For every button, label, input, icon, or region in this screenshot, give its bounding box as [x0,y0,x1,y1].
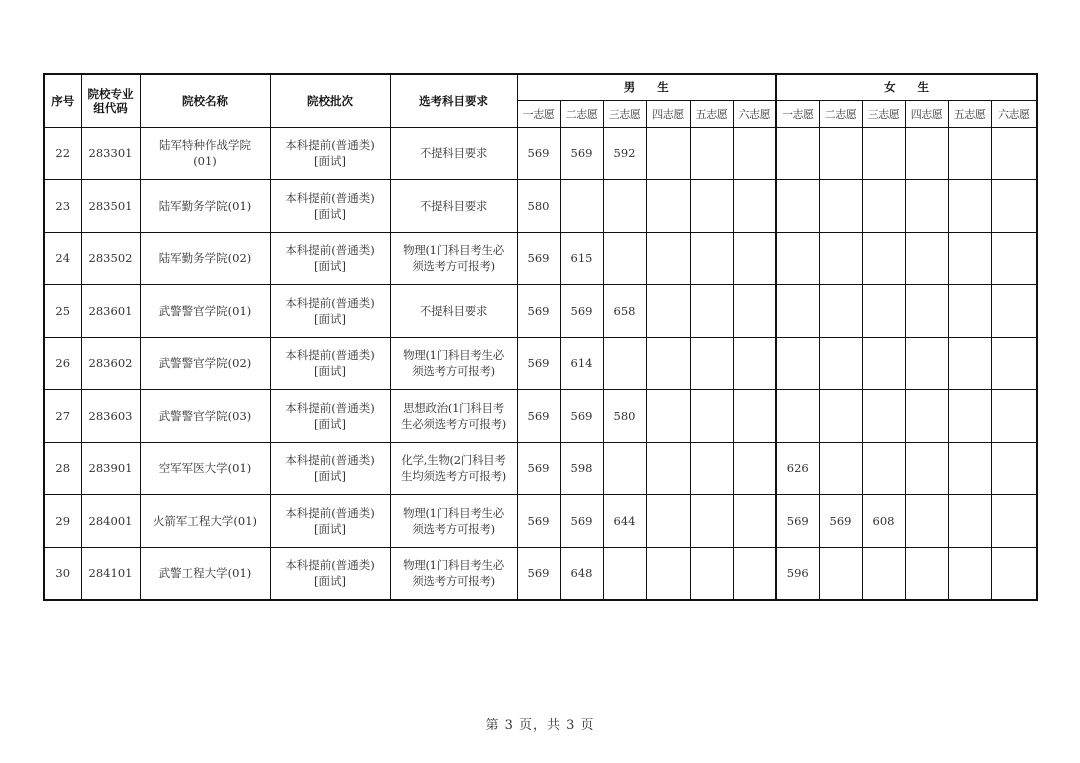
cell-batch-line-1: 本科提前(普通类) [285,453,375,468]
table-row [44,442,1037,495]
cell-seq-line-1: 23 [55,198,71,213]
header-female-choice-5: 五志愿 [948,100,991,127]
header-female [776,74,1037,100]
cell-female-choice-4-score [905,232,948,285]
cell-batch [270,547,390,600]
header-male [517,74,776,100]
cell-subject-req-line-2: 须选考方可报考) [412,574,495,588]
cell-female-choice-2-score [819,390,862,443]
cell-male-choice-2-score: 648 [560,547,603,600]
cell-female-choice-3-score [862,285,905,338]
cell-male-choice-5-score [690,127,733,180]
cell-female-choice-3-score [862,442,905,495]
cell-male-choice-3-score [603,442,646,495]
cell-subject-req [390,337,517,390]
header-female-choice-4: 四志愿 [905,100,948,127]
cell-female-choice-5-score [948,180,991,233]
cell-batch-line-2: [面试] [314,574,346,588]
cell-seq [44,285,81,338]
cell-male-choice-5-score [690,232,733,285]
cell-female-choice-6-score [991,547,1037,600]
table-row [44,127,1037,180]
cell-subject-req [390,127,517,180]
header-male-label: 男生 [623,80,691,95]
cell-school-name [140,232,270,285]
cell-subject-req-line-1: 不提科目要求 [419,146,488,161]
cell-group-code [81,127,140,180]
cell-seq [44,495,81,548]
cell-school-name-line-1: 火箭军工程大学(01) [152,513,258,528]
cell-male-choice-4-score [646,390,690,443]
cell-school-name [140,390,270,443]
cell-female-choice-6-score [991,127,1037,180]
cell-male-choice-3-score [603,180,646,233]
cell-school-name-line-1: 武警警官学院(01) [158,303,252,318]
cell-school-name-line-1: 武警工程大学(01) [158,566,252,580]
page-footer: 第 3 页，共 3 页 [485,718,595,733]
cell-batch-line-1: 本科提前(普通类) [285,558,375,572]
cell-batch-line-2: [面试] [314,259,346,274]
cell-batch-line-1: 本科提前(普通类) [285,505,375,520]
cell-school-name [140,547,270,600]
cell-male-choice-6-score [733,495,776,548]
cell-female-choice-2-score: 569 [819,495,862,548]
header-male-choice-3: 三志愿 [603,100,646,127]
cell-school-name [140,285,270,338]
cell-female-choice-1-score [776,127,819,180]
table-row [44,337,1037,390]
cell-male-choice-6-score [733,180,776,233]
cell-seq-line-1: 28 [55,461,71,476]
cell-school-name [140,442,270,495]
cell-female-choice-2-score [819,180,862,233]
cell-male-choice-6-score [733,127,776,180]
cell-group-code [81,547,140,600]
cell-group-code [81,337,140,390]
cell-male-choice-6-score [733,285,776,338]
cell-female-choice-2-score [819,127,862,180]
cell-batch [270,442,390,495]
cell-school-name [140,495,270,548]
cell-seq-line-1: 27 [55,408,71,423]
cell-female-choice-3-score: 608 [862,495,905,548]
cell-male-choice-6-score [733,442,776,495]
cell-batch-line-2: [面试] [314,364,346,379]
cell-seq [44,127,81,180]
cell-male-choice-2-score: 569 [560,390,603,443]
cell-batch [270,127,390,180]
cell-group-code-line-1: 283602 [88,356,133,371]
cell-male-choice-3-score [603,232,646,285]
cell-group-code [81,442,140,495]
cell-male-choice-6-score [733,547,776,600]
cell-school-name-line-2: (01) [193,154,217,169]
cell-female-choice-4-score [905,337,948,390]
cell-school-name [140,127,270,180]
cell-seq [44,390,81,443]
cell-female-choice-5-score [948,390,991,443]
cell-female-choice-2-score [819,442,862,495]
cell-subject-req [390,232,517,285]
cell-group-code [81,495,140,548]
cell-female-choice-1-score [776,337,819,390]
cell-batch-line-2: [面试] [314,416,346,431]
cell-group-code-line-1: 283501 [88,198,133,213]
cell-seq [44,547,81,600]
cell-subject-req [390,285,517,338]
cell-school-name [140,337,270,390]
cell-female-choice-5-score [948,337,991,390]
cell-subject-req-line-2: 生必须选考方可报考) [401,416,506,431]
cell-batch-line-1: 本科提前(普通类) [285,400,375,415]
cell-school-name-line-1: 陆军特种作战学院 [159,138,251,153]
cell-male-choice-4-score [646,495,690,548]
cell-male-choice-2-score: 615 [560,232,603,285]
cell-group-code-line-1: 283901 [88,461,133,476]
cell-batch-line-2: [面试] [314,206,346,221]
cell-male-choice-5-score [690,547,733,600]
cell-female-choice-5-score [948,442,991,495]
cell-male-choice-1-score: 569 [517,127,560,180]
cell-male-choice-3-score: 592 [603,127,646,180]
header-female-choice-1: 一志愿 [776,100,819,127]
cell-subject-req-line-1: 不提科目要求 [419,198,488,213]
cell-seq-line-1: 29 [55,513,71,528]
cell-female-choice-4-score [905,127,948,180]
cell-female-choice-4-score [905,495,948,548]
cell-female-choice-2-score [819,232,862,285]
cell-subject-req-line-1: 物理(1门科目考生必 [403,243,504,258]
header-batch: 院校批次 [270,74,390,127]
header-group-code-line1: 院校专业 [87,86,134,101]
cell-male-choice-1-score: 569 [517,337,560,390]
cell-subject-req-line-1: 不提科目要求 [419,303,488,318]
cell-batch-line-1: 本科提前(普通类) [285,190,375,205]
cell-subject-req-line-1: 物理(1门科目考生必 [403,348,504,363]
cell-female-choice-1-score [776,390,819,443]
cell-subject-req [390,442,517,495]
cell-female-choice-4-score [905,180,948,233]
cell-male-choice-1-score: 569 [517,442,560,495]
cell-male-choice-1-score: 569 [517,285,560,338]
cell-male-choice-3-score [603,337,646,390]
cell-female-choice-5-score [948,495,991,548]
cell-subject-req-line-1: 物理(1门科目考生必 [403,505,504,520]
cell-female-choice-5-score [948,232,991,285]
cell-group-code-line-1: 283603 [88,408,133,423]
cell-male-choice-4-score [646,442,690,495]
cell-seq-line-1: 24 [55,251,71,266]
cell-female-choice-6-score [991,442,1037,495]
cell-female-choice-4-score [905,442,948,495]
cell-seq [44,442,81,495]
cell-group-code-line-1: 283601 [88,303,133,318]
cell-batch [270,390,390,443]
cell-male-choice-4-score [646,337,690,390]
cell-male-choice-1-score: 569 [517,232,560,285]
cell-subject-req-line-2: 须选考方可报考) [412,364,495,379]
cell-male-choice-3-score: 658 [603,285,646,338]
cell-seq-line-1: 25 [55,303,71,318]
cell-seq-line-1: 22 [55,146,71,161]
header-male-choice-6: 六志愿 [733,100,776,127]
cell-female-choice-6-score [991,390,1037,443]
cell-female-choice-4-score [905,547,948,600]
cell-batch-line-1: 本科提前(普通类) [285,295,375,310]
cell-female-choice-3-score [862,547,905,600]
header-group-code-line2: 组代码 [93,100,128,115]
header-subject-req: 选考科目要求 [390,74,517,127]
cell-group-code [81,285,140,338]
cell-subject-req-line-1: 化学,生物(2门科目考 [401,453,506,468]
cell-male-choice-1-score: 569 [517,547,560,600]
cell-batch-line-1: 本科提前(普通类) [285,138,375,153]
cell-female-choice-6-score [991,285,1037,338]
cell-female-choice-1-score [776,285,819,338]
cell-batch [270,285,390,338]
cell-female-choice-1-score: 569 [776,495,819,548]
cell-male-choice-2-score [560,180,603,233]
header-school-name: 院校名称 [140,74,270,127]
cell-female-choice-6-score [991,495,1037,548]
cell-male-choice-3-score: 580 [603,390,646,443]
header-female-choice-3: 三志愿 [862,100,905,127]
cell-group-code [81,180,140,233]
cell-group-code [81,390,140,443]
cell-subject-req [390,390,517,443]
cell-female-choice-3-score [862,180,905,233]
header-male-choice-2: 二志愿 [560,100,603,127]
cell-male-choice-5-score [690,285,733,338]
cell-female-choice-6-score [991,337,1037,390]
cell-group-code-line-1: 284101 [88,566,133,580]
cell-subject-req-line-1: 物理(1门科目考生必 [403,558,504,572]
cell-male-choice-1-score: 569 [517,495,560,548]
cell-school-name-line-1: 武警警官学院(03) [158,408,252,423]
cell-batch-line-1: 本科提前(普通类) [285,243,375,258]
cell-female-choice-1-score [776,180,819,233]
table-row [44,547,1037,600]
cell-male-choice-4-score [646,285,690,338]
cell-female-choice-3-score [862,390,905,443]
cell-female-choice-2-score [819,547,862,600]
cell-female-choice-5-score [948,285,991,338]
cell-female-choice-3-score [862,127,905,180]
cell-male-choice-2-score: 598 [560,442,603,495]
cell-male-choice-2-score: 569 [560,495,603,548]
cell-male-choice-6-score [733,232,776,285]
cell-batch-line-2: [面试] [314,154,346,169]
cell-seq-line-1: 30 [55,566,71,580]
header-female-label: 女生 [884,80,952,95]
cell-female-choice-6-score [991,180,1037,233]
cell-male-choice-1-score: 569 [517,390,560,443]
cell-seq-line-1: 26 [55,356,71,371]
cell-female-choice-4-score [905,285,948,338]
cell-female-choice-1-score: 596 [776,547,819,600]
cell-subject-req-line-2: 须选考方可报考) [412,259,495,274]
cell-group-code [81,232,140,285]
cell-batch-line-2: [面试] [314,469,346,484]
cell-seq [44,337,81,390]
admission-score-table [43,73,1038,601]
header-male-choice-1: 一志愿 [517,100,560,127]
cell-female-choice-1-score [776,232,819,285]
cell-female-choice-1-score: 626 [776,442,819,495]
cell-male-choice-2-score: 569 [560,127,603,180]
cell-male-choice-5-score [690,337,733,390]
cell-male-choice-3-score: 644 [603,495,646,548]
cell-female-choice-5-score [948,127,991,180]
cell-male-choice-1-score: 580 [517,180,560,233]
cell-subject-req-line-2: 须选考方可报考) [412,521,495,536]
cell-subject-req [390,495,517,548]
cell-male-choice-4-score [646,547,690,600]
header-male-choice-5: 五志愿 [690,100,733,127]
table-row [44,285,1037,338]
cell-batch-line-2: [面试] [314,311,346,326]
header-female-choice-2: 二志愿 [819,100,862,127]
header-female-choice-6: 六志愿 [991,100,1037,127]
cell-female-choice-6-score [991,232,1037,285]
cell-group-code-line-1: 284001 [88,513,133,528]
cell-male-choice-5-score [690,442,733,495]
header-male-choice-4: 四志愿 [646,100,690,127]
cell-male-choice-2-score: 569 [560,285,603,338]
cell-male-choice-5-score [690,495,733,548]
cell-male-choice-4-score [646,127,690,180]
cell-seq [44,232,81,285]
cell-male-choice-4-score [646,232,690,285]
cell-male-choice-2-score: 614 [560,337,603,390]
cell-batch [270,337,390,390]
cell-female-choice-3-score [862,232,905,285]
table-header [44,74,1037,127]
header-group-code [81,74,140,127]
cell-subject-req-line-2: 生均须选考方可报考) [401,469,506,484]
cell-subject-req [390,547,517,600]
cell-male-choice-5-score [690,180,733,233]
cell-female-choice-4-score [905,390,948,443]
cell-female-choice-5-score [948,547,991,600]
table-row [44,390,1037,443]
cell-batch [270,180,390,233]
cell-school-name-line-1: 陆军勤务学院(02) [158,251,252,266]
cell-male-choice-3-score [603,547,646,600]
table-row [44,495,1037,548]
cell-group-code-line-1: 283502 [88,251,133,266]
cell-school-name [140,180,270,233]
cell-group-code-line-1: 283301 [88,146,133,161]
cell-female-choice-3-score [862,337,905,390]
cell-male-choice-6-score [733,390,776,443]
table-row [44,232,1037,285]
cell-school-name-line-1: 武警警官学院(02) [158,356,252,371]
table-row [44,180,1037,233]
cell-batch [270,232,390,285]
table-body [44,127,1037,600]
cell-batch [270,495,390,548]
cell-subject-req-line-1: 思想政治(1门科目考 [403,400,504,415]
cell-male-choice-5-score [690,390,733,443]
cell-subject-req [390,180,517,233]
cell-female-choice-2-score [819,285,862,338]
cell-school-name-line-1: 陆军勤务学院(01) [158,198,252,213]
cell-seq [44,180,81,233]
cell-batch-line-2: [面试] [314,521,346,536]
cell-male-choice-6-score [733,337,776,390]
cell-male-choice-4-score [646,180,690,233]
cell-school-name-line-1: 空军军医大学(01) [158,461,252,476]
cell-female-choice-2-score [819,337,862,390]
cell-batch-line-1: 本科提前(普通类) [285,348,375,363]
header-seq: 序号 [44,74,81,127]
